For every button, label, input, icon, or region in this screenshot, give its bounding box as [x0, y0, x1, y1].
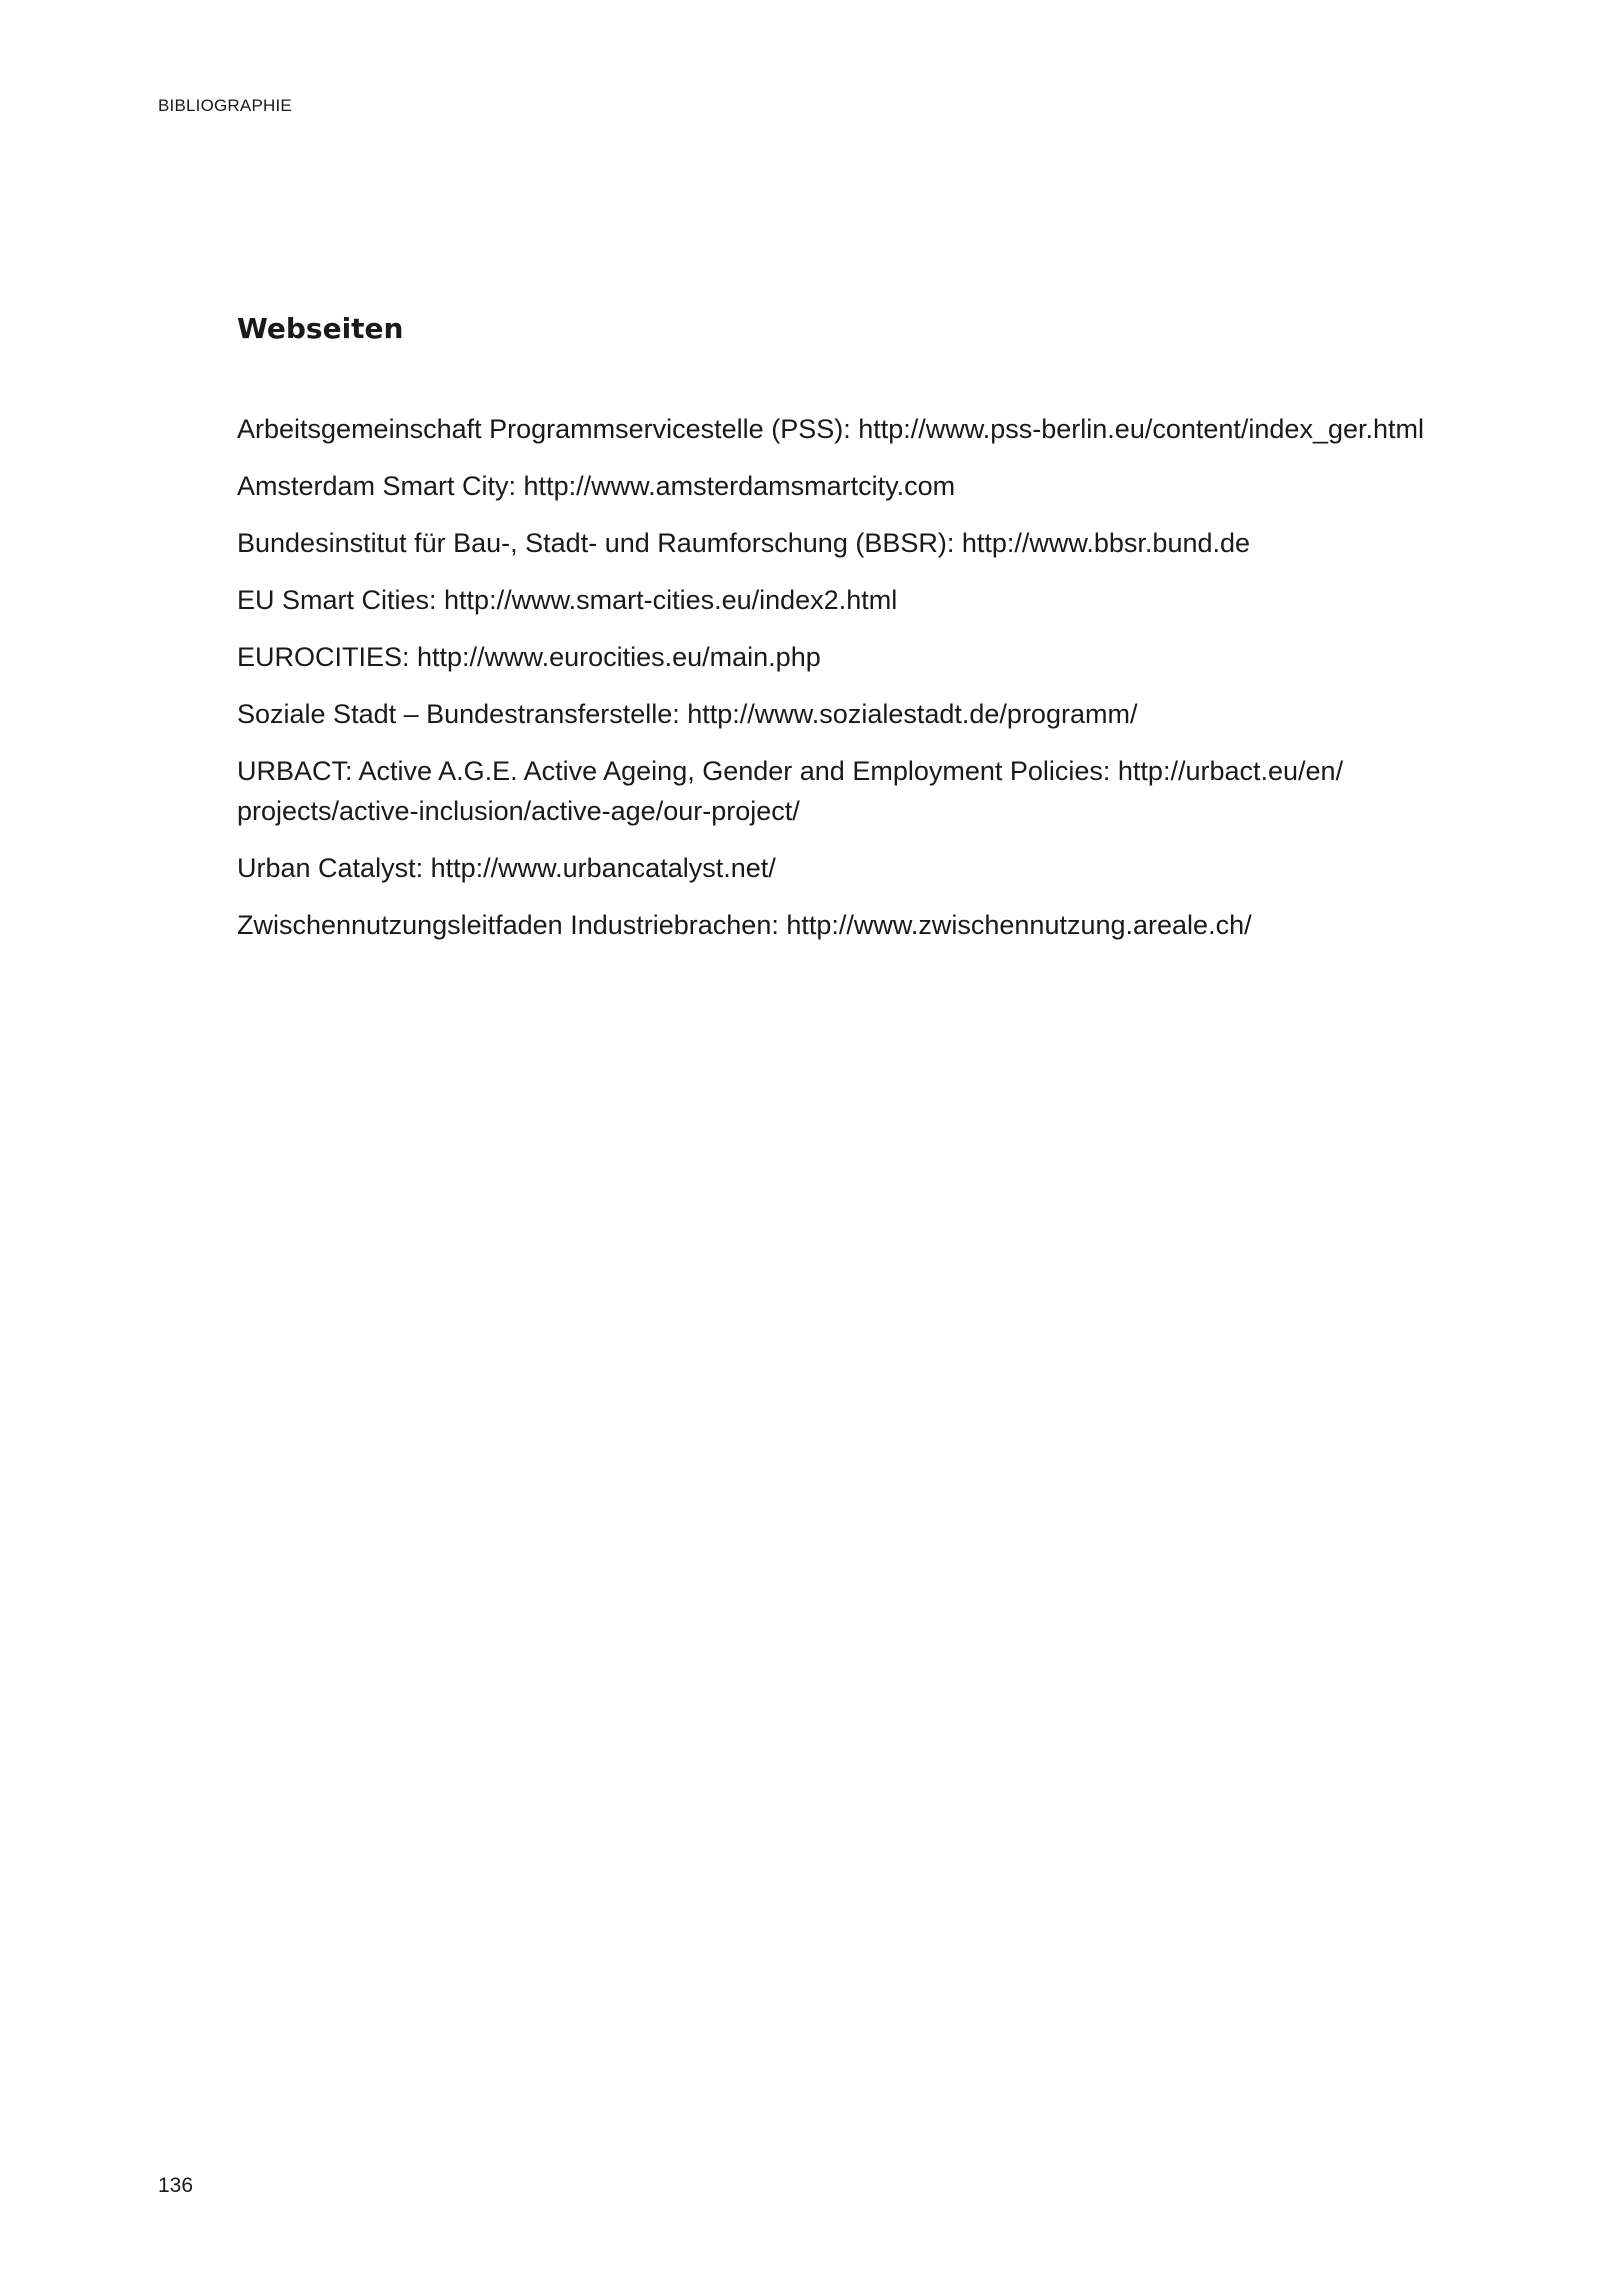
entry-text: Amsterdam Smart City: http://www.amsterdamsmartcity.com: [237, 471, 956, 501]
page-number: 136: [158, 2174, 194, 2197]
website-entry: [237, 409, 1477, 449]
entry-text: Soziale Stadt – Bundestransferstelle: http://www.sozialestadt.de/programm/: [237, 699, 1138, 729]
website-entry: [237, 751, 1477, 831]
website-entry: [237, 466, 1477, 506]
entry-text: Arbeitsgemeinschaft Programmservicestelle (PSS): http://www.pss-berlin.eu/content/index_ger.html: [237, 414, 1425, 444]
website-list: [237, 409, 1477, 945]
bibliography-websites-section: [237, 309, 1477, 962]
website-entry: [237, 580, 1477, 620]
website-entry: [237, 637, 1477, 677]
running-head: BIBLIOGRAPHIE: [158, 96, 292, 115]
section-heading: Webseiten: [237, 312, 404, 345]
entry-text: Urban Catalyst: http://www.urbancatalyst.net/: [237, 853, 776, 883]
website-entry: [237, 694, 1477, 734]
entry-text: Zwischennutzungsleitfaden Industriebrachen: http://www.zwischennutzung.areale.ch/: [237, 910, 1252, 940]
entry-text: EUROCITIES: http://www.eurocities.eu/main.php: [237, 642, 821, 672]
entry-text-continued: projects/active-inclusion/active-age/our-project/: [237, 796, 800, 826]
website-entry: [237, 523, 1477, 563]
website-entry: [237, 848, 1477, 888]
website-entry: [237, 905, 1477, 945]
entry-text: EU Smart Cities: http://www.smart-cities.eu/index2.html: [237, 585, 898, 615]
entry-text: URBACT: Active A.G.E. Active Ageing, Gender and Employment Policies: http://urbact.eu/en/: [237, 756, 1344, 786]
entry-text: Bundesinstitut für Bau-, Stadt- und Raumforschung (BBSR): http://www.bbsr.bund.de: [237, 528, 1251, 558]
